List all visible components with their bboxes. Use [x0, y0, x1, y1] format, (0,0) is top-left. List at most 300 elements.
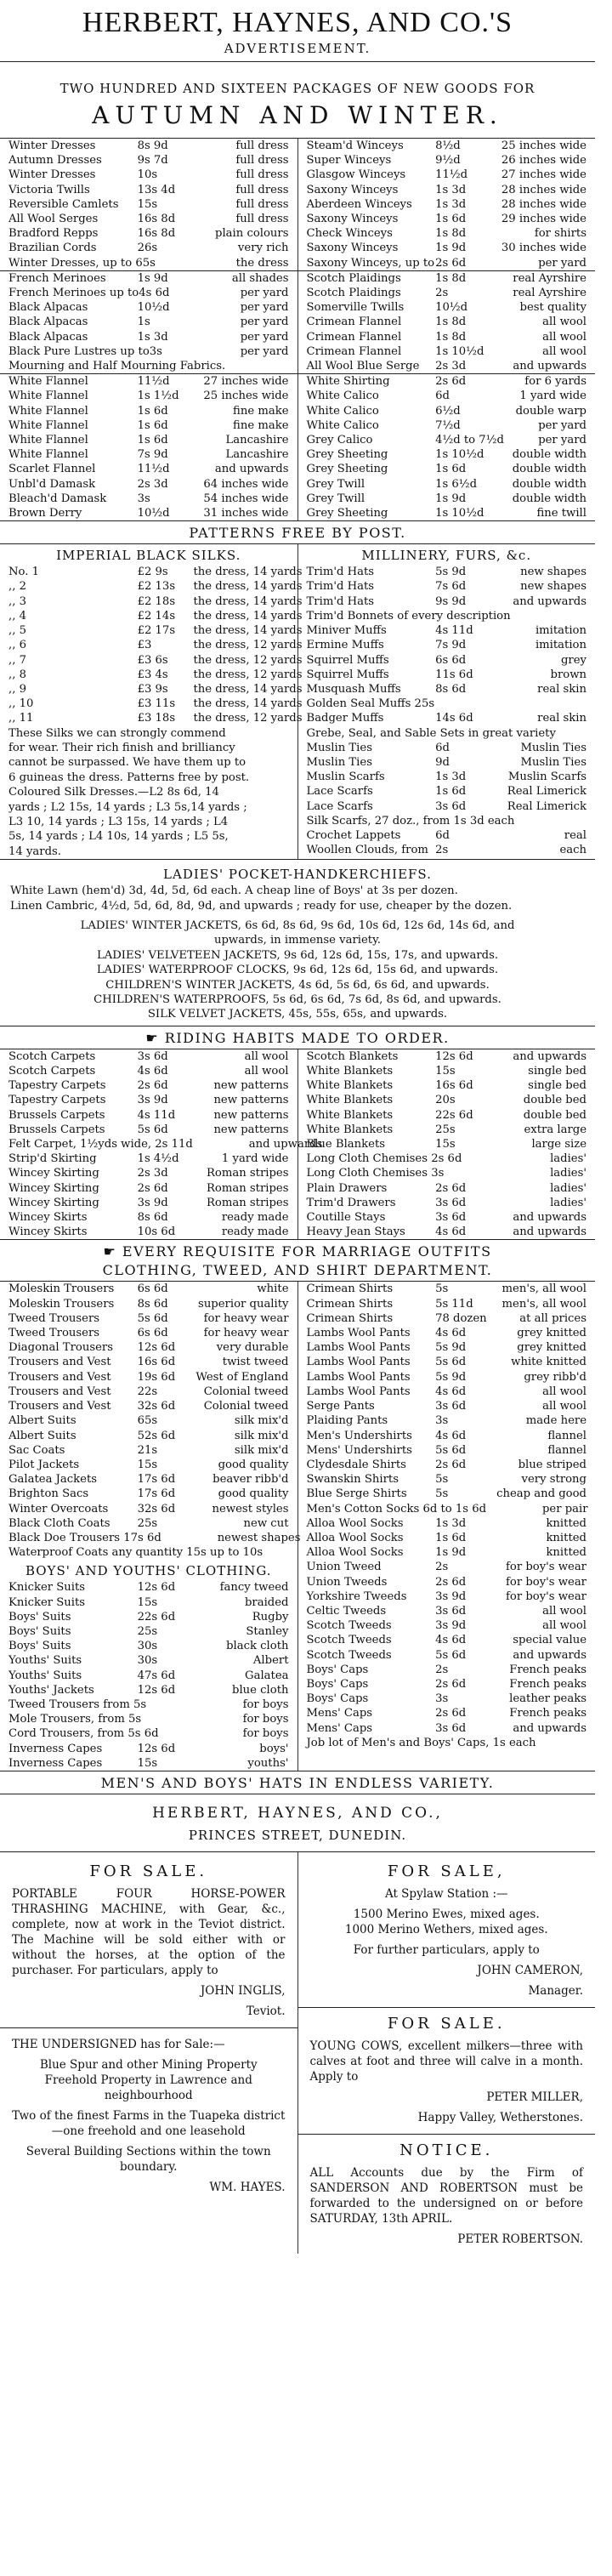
carpets-cell: Strip'd Skirting: [8, 1152, 97, 1166]
carpets-row: [8, 1181, 289, 1196]
calico-row: [307, 374, 587, 389]
silk-cell: ,, 10: [8, 697, 34, 711]
blankets-cell: large size: [531, 1138, 586, 1152]
boys-clothing-cell: 30s: [137, 1654, 158, 1668]
tweeds-caps-cell: 3s: [435, 1692, 449, 1706]
flannel-cell: Unbl'd Damask: [8, 477, 96, 491]
clothing-cell: Galatea Jackets: [8, 1473, 98, 1487]
riding-habits-heading: [0, 1026, 595, 1049]
clothing-row: [8, 1340, 289, 1355]
carpets-row: [8, 1123, 289, 1137]
calico-row: [307, 418, 587, 433]
clothing-cell: superior quality: [198, 1297, 289, 1311]
sale2-item-2: Freehold Property in Lawrence and neighbourhood: [44, 2073, 252, 2102]
shirts-cell: 3s 6d: [435, 1400, 467, 1413]
shirts-cell: 1s 3d: [435, 1516, 467, 1530]
winceys-cell: 28 inches wide: [501, 183, 586, 196]
plaidings-row: [307, 300, 587, 315]
merinoes-cell: 4s 6d: [139, 287, 170, 300]
boys-clothing-cell: 25s: [137, 1624, 158, 1638]
shirts-cell: at all prices: [519, 1311, 586, 1325]
dresses-cell: Bradford Repps: [8, 227, 99, 241]
carpets-cell: 1s 4½d: [137, 1152, 179, 1166]
dresses-cell: 8s 9d: [137, 139, 168, 152]
shirts-cell: men's, all wool: [502, 1282, 586, 1296]
calico-cell: fine twill: [536, 507, 586, 520]
tweeds-caps-row: [307, 1604, 587, 1618]
merinoes-cell: French Merinoes up to: [8, 287, 139, 300]
shirts-row: [307, 1502, 587, 1516]
plaidings-cell: 2s: [435, 287, 449, 300]
clothing-cell: Sac Coats: [8, 1443, 65, 1457]
silk-row: [8, 697, 303, 711]
millinery-cell: 3s 6d: [435, 799, 467, 813]
flannel-cell: fine make: [233, 418, 289, 432]
shirts-row: [307, 1297, 587, 1311]
clothing-cell: 8s 6d: [137, 1297, 168, 1311]
sale3-heading: FOR SALE,: [387, 1862, 506, 1880]
season-heading: AUTUMN AND WINTER.: [92, 101, 503, 129]
shirts-row: [307, 1531, 587, 1545]
clothing-column: [0, 1282, 301, 1771]
clothing-cell: silk mix'd: [234, 1429, 289, 1442]
carpets-cell: [193, 1137, 249, 1152]
clothing-row: [8, 1355, 289, 1369]
carpets-cell: Scotch Carpets: [8, 1049, 96, 1063]
shirts-cell: Crimean Shirts: [306, 1282, 394, 1296]
calico-cell: Grey Sheeting: [306, 463, 388, 476]
carpets-cell: Wincey Skirting: [8, 1181, 99, 1195]
calico-cell: Grey Twill: [306, 492, 366, 505]
sale3-role: Manager.: [528, 1983, 583, 1998]
silk-cell: £2 9s: [137, 566, 168, 579]
merinoes-cell: Black Alpacas: [8, 316, 88, 329]
shirts-cell: Lambs Wool Pants: [306, 1341, 411, 1355]
winceys-cell: Check Winceys: [306, 227, 393, 241]
carpets-cell: 2s 6d: [137, 1079, 168, 1093]
flannel-cell: White Flannel: [8, 448, 88, 462]
silk-note-line: Coloured Silk Dresses.—L2 8s 6d, 14: [8, 786, 219, 799]
clothing-cell: newest styles: [212, 1502, 289, 1515]
millinery-row: [307, 697, 587, 711]
silk-cell: ,, 6: [8, 639, 26, 652]
blankets-cell: [462, 1152, 518, 1166]
winceys-cell: 1s 8d: [435, 227, 467, 241]
dresses-row: [8, 139, 289, 153]
boys-clothing-cell: Youths' Suits: [8, 1669, 82, 1682]
blankets-cell: 3s 6d: [435, 1196, 467, 1209]
clothing-cell: twist tweed: [222, 1356, 289, 1369]
silk-cell: the dress, 14 yards: [193, 609, 303, 623]
calico-cell: 6d: [435, 390, 450, 403]
clothing-cell: 15s: [137, 1458, 158, 1471]
millinery-cell: Crochet Lappets: [306, 828, 401, 842]
carpets-cell: 2s 3d: [137, 1167, 168, 1180]
hats-heading: MEN'S AND BOYS' HATS IN ENDLESS VARIETY.: [100, 1774, 495, 1791]
calico-cell: White Calico: [306, 418, 379, 432]
plaidings-cell: Somerville Twills: [306, 301, 405, 315]
calico-column: [298, 374, 596, 520]
flannel-cell: 1s 1½d: [137, 390, 179, 403]
sale3-line-4: For further particulars, apply to: [353, 1942, 540, 1957]
sale2-intro: THE UNDERSIGNED has for Sale:—: [12, 2037, 225, 2051]
clothing-cell: Diagonal Trousers: [8, 1341, 113, 1355]
millinery-cell: brown: [550, 668, 586, 681]
calico-cell: White Calico: [306, 404, 379, 418]
clothing-cell: Albert Suits: [8, 1414, 76, 1428]
sale1-signature: JOHN INGLIS,: [200, 1983, 286, 1998]
blankets-row: [307, 1181, 587, 1196]
clothing-cell: 16s 6d: [137, 1356, 176, 1369]
merinoes-row: [8, 330, 289, 344]
shirts-cell: Crimean Shirts: [306, 1297, 394, 1311]
millinery-cell: real skin: [537, 682, 586, 696]
winceys-column: [298, 139, 596, 270]
plaidings-cell: All Wool Blue Serge: [306, 360, 420, 373]
carpets-cell: new patterns: [213, 1079, 289, 1093]
merinoes-cell: per yard: [240, 316, 289, 329]
shirts-cell: 5s 9d: [435, 1341, 467, 1355]
patterns-heading: PATTERNS FREE BY POST.: [189, 525, 406, 542]
carpets-row: [8, 1210, 289, 1225]
silk-cell: the dress, 14 yards: [193, 624, 303, 638]
blankets-cell: 3s 6d: [435, 1211, 467, 1225]
millinery-cell: Lace Scarfs: [306, 785, 373, 799]
millinery-cell: 9s 9d: [435, 594, 467, 608]
sale2-signature: WM. HAYES.: [209, 2180, 286, 2194]
tweeds-caps-cell: 2s 6d: [435, 1707, 467, 1720]
winceys-row: [307, 168, 587, 182]
boys-clothing-row: [8, 1669, 289, 1683]
flannel-cell: 2s 3d: [137, 477, 168, 491]
tweeds-caps-cell: and upwards: [513, 1648, 586, 1662]
millinery-row: [307, 653, 587, 668]
boys-clothing-row: [8, 1742, 289, 1756]
merinoes-cell: [281, 359, 288, 373]
blankets-cell: 25s: [435, 1123, 456, 1136]
flannel-row: [8, 404, 289, 418]
shirts-cell: Clydesdale Shirts: [306, 1458, 406, 1471]
blankets-cell: White Blankets: [306, 1079, 394, 1093]
clothing-cell: 21s: [137, 1443, 158, 1457]
blankets-cell: Plain Drawers: [306, 1181, 388, 1195]
blankets-cell: single bed: [528, 1065, 586, 1078]
shirts-cell: Swanskin Shirts: [306, 1473, 399, 1487]
tweeds-caps-cell: 3s 9d: [435, 1589, 467, 1603]
silk-note-line: 14 yards.: [8, 844, 61, 858]
winceys-cell: 1s 6d: [435, 213, 467, 226]
dresses-cell: All Wool Serges: [8, 213, 99, 226]
calico-cell: per yard: [538, 434, 586, 447]
clothing-row: [8, 1516, 289, 1531]
tweeds-caps-row: [307, 1589, 587, 1604]
shirts-cell: Serge Pants: [306, 1400, 375, 1413]
blankets-cell: Blue Blankets: [306, 1138, 386, 1152]
tweeds-caps-cell: 2s 6d: [435, 1677, 467, 1691]
plaidings-cell: real Ayrshire: [513, 287, 586, 300]
clothing-cell: 22s: [137, 1385, 158, 1398]
carpets-cell: Scotch Carpets: [8, 1065, 96, 1078]
boys-clothing-cell: Cord Trousers, from 5s 6d: [8, 1727, 159, 1741]
carpets-row: [8, 1166, 289, 1180]
boys-clothing-cell: 15s: [137, 1595, 158, 1609]
shirts-cell: cheap and good: [496, 1487, 586, 1501]
shirts-cell: Lambs Wool Pants: [306, 1327, 411, 1340]
blankets-cell: 15s: [435, 1065, 456, 1078]
clothing-row: [8, 1487, 289, 1501]
millinery-cell: Squirrel Muffs: [306, 668, 389, 681]
merinoes-row: [8, 300, 289, 315]
silk-note-line: These Silks we can strongly commend: [8, 726, 226, 740]
boys-clothing-cell: 15s: [137, 1756, 158, 1770]
blankets-row: [307, 1196, 587, 1210]
clothing-cell: 32s 6d: [137, 1502, 176, 1515]
clothing-cell: West of England: [196, 1370, 289, 1384]
merinoes-row: [8, 286, 289, 300]
dresses-cell: full dress: [235, 213, 289, 226]
calico-cell: 6½d: [435, 404, 461, 418]
millinery-row: [307, 579, 587, 594]
dresses-cell: plain colours: [215, 227, 289, 241]
clothing-cell: Winter Overcoats: [8, 1502, 109, 1515]
sale4-heading: FOR SALE.: [387, 2014, 506, 2033]
winceys-cell: 8½d: [435, 139, 461, 152]
flannel-cell: 11½d: [137, 463, 170, 476]
shirts-cell: Lambs Wool Pants: [306, 1385, 411, 1398]
blankets-cell: White Blankets: [306, 1108, 394, 1122]
millinery-cell: Silk Scarfs, 27 doz., from 1s 3d each: [306, 814, 515, 827]
dresses-cell: Brazilian Cords: [8, 242, 97, 255]
winceys-row: [307, 139, 587, 153]
sale4-text: YOUNG COWS, excellent milkers—three with calves at foot and three will calve in a month. Apply to: [309, 2039, 583, 2084]
boys-clothing-cell: Mole Trousers, from 5s: [8, 1713, 142, 1726]
boys-clothing-cell: youths': [247, 1756, 289, 1770]
clothing-cell: 32s 6d: [137, 1400, 176, 1413]
flannel-cell: White Flannel: [8, 390, 88, 403]
dresses-cell: 9s 7d: [137, 154, 168, 168]
silk-note-line: 6 guineas the dress. Patterns free by post.: [8, 771, 250, 784]
shirts-cell: Crimean Shirts: [306, 1311, 394, 1325]
carpets-row: [8, 1225, 289, 1239]
dresses-cell: full dress: [235, 139, 289, 152]
millinery-row: [307, 828, 587, 843]
merinoes-cell: Black Alpacas: [8, 330, 88, 344]
merinoes-row: [8, 271, 289, 286]
silk-cell: £3: [137, 639, 152, 652]
millinery-cell: imitation: [535, 624, 586, 638]
clothing-cell: Trousers and Vest: [8, 1356, 111, 1369]
blankets-row: [307, 1049, 587, 1064]
merinoes-cell: per yard: [240, 344, 289, 358]
tweeds-caps-cell: for boy's wear: [506, 1575, 586, 1589]
blankets-row: [307, 1078, 587, 1093]
tweeds-caps-row: [307, 1648, 587, 1663]
boys-clothing-cell: 22s 6d: [137, 1610, 176, 1624]
silks-column: [0, 544, 303, 859]
silk-row: [8, 711, 303, 725]
millinery-row: [307, 784, 587, 799]
dresses-cell: 13s 4d: [137, 183, 176, 196]
sale2-item-4: Several Building Sections within the town boundary.: [26, 2144, 271, 2174]
plaidings-cell: Crimean Flannel: [306, 316, 402, 329]
notice-text: ALL Accounts due by the Firm of SANDERSON AND ROBERTSON must be forwarded to the undersigned on or before SATURDAY, 13th APRIL.: [309, 2165, 583, 2226]
millinery-cell: 7s 9d: [435, 639, 467, 652]
boys-clothing-cell: Inverness Capes: [8, 1756, 103, 1770]
plaidings-row: [307, 344, 587, 359]
blankets-cell: 2s 6d: [435, 1181, 467, 1195]
calico-cell: 7½d: [435, 418, 461, 432]
clothing-row: [8, 1472, 289, 1487]
merinoes-cell: Black Pure Lustres up to: [8, 344, 150, 358]
millinery-cell: new shapes: [520, 580, 586, 594]
carpets-row: [8, 1049, 289, 1064]
dresses-column: [0, 139, 298, 270]
dresses-row: [8, 168, 289, 182]
shirts-cell: 3s: [435, 1414, 449, 1428]
calico-row: [307, 447, 587, 462]
millinery-cell: real: [564, 828, 586, 842]
millinery-cell: [514, 814, 570, 828]
carpets-cell: 3s 9d: [137, 1196, 168, 1209]
shirts-cell: 4s 6d: [435, 1429, 467, 1442]
shirts-cell: 1s 9d: [435, 1546, 467, 1560]
flannel-row: [8, 418, 289, 433]
plaidings-row: [307, 359, 587, 373]
shirts-cell: 5s: [435, 1282, 449, 1296]
silk-cell: £3 6s: [137, 653, 168, 667]
millinery-cell: imitation: [535, 639, 586, 652]
flannel-cell: Lancashire: [225, 448, 289, 462]
blankets-cell: 20s: [435, 1094, 456, 1107]
calico-cell: double warp: [515, 404, 586, 418]
shirts-cell: Plaiding Pants: [306, 1414, 388, 1428]
winceys-cell: Super Winceys: [306, 154, 392, 168]
block-carpets-blankets: [0, 1049, 595, 1240]
tweeds-caps-cell: Mens' Caps: [306, 1721, 373, 1735]
millinery-cell: 6s 6d: [435, 653, 467, 667]
merinoes-cell: 1s 3d: [137, 330, 168, 344]
plaidings-row: [307, 286, 587, 300]
sale3-signature: JOHN CAMERON,: [477, 1963, 583, 1977]
clothing-row: [8, 1399, 289, 1413]
silk-cell: ,, 3: [8, 594, 26, 608]
clothing-cell: Brighton Sacs: [8, 1487, 89, 1501]
shirts-cell: 4s 6d: [435, 1385, 467, 1398]
flannel-column: [0, 374, 298, 520]
silk-cell: the dress, 12 yards: [193, 668, 303, 681]
boys-clothing-cell: 12s 6d: [137, 1683, 176, 1697]
boys-clothing-cell: Youths' Suits: [8, 1654, 82, 1668]
flannel-cell: 10½d: [137, 507, 170, 520]
carpets-row: [8, 1078, 289, 1093]
carpets-cell: 10s 6d: [137, 1225, 176, 1239]
millinery-cell: Muslin Ties: [520, 741, 586, 754]
silk-cell: the dress, 14 yards: [193, 682, 303, 696]
winceys-row: [307, 226, 587, 241]
carpets-cell: Wincey Skirts: [8, 1211, 88, 1225]
calico-cell: 1s 9d: [435, 492, 467, 505]
dresses-row: [8, 212, 289, 226]
shirts-cell: [486, 1502, 542, 1516]
silk-note-line: yards ; L2 15s, 14 yards ; L3 5s,14 yards ;: [8, 800, 247, 814]
silk-row: [8, 668, 303, 682]
plaidings-cell: 1s 8d: [435, 316, 467, 329]
silk-row: [8, 623, 303, 638]
shirts-cell: flannel: [547, 1443, 586, 1457]
flannel-cell: 11½d: [137, 375, 170, 389]
calico-row: [307, 506, 587, 520]
winceys-cell: 1s 9d: [435, 242, 467, 255]
shirts-row: [307, 1326, 587, 1340]
shirts-row: [307, 1311, 587, 1326]
millinery-cell: [556, 726, 612, 741]
boys-clothing-cell: Boys' Suits: [8, 1610, 71, 1624]
blankets-cell: and upwards: [513, 1049, 586, 1063]
carpets-column: [0, 1049, 323, 1240]
shirts-cell: 4s 6d: [435, 1327, 467, 1340]
boys-clothing-row: [8, 1683, 289, 1697]
millinery-cell: each: [559, 844, 586, 857]
tweeds-caps-row: [307, 1706, 587, 1720]
shirts-cell: 5s 6d: [435, 1443, 467, 1457]
flannel-row: [8, 506, 289, 520]
shirts-cell: white knitted: [511, 1356, 586, 1369]
silk-cell: the dress, 12 yards: [193, 639, 303, 652]
clothing-cell: 19s 6d: [137, 1370, 176, 1384]
boys-clothing-cell: [146, 1697, 202, 1712]
boys-clothing-cell: [141, 1712, 197, 1726]
boys-clothing-cell: black cloth: [226, 1640, 289, 1653]
boys-clothing-cell: Knicker Suits: [8, 1581, 86, 1595]
winceys-cell: 28 inches wide: [501, 197, 586, 211]
shirts-cell: 5s 11d: [435, 1297, 473, 1311]
silk-cell: £3 11s: [137, 697, 176, 711]
carpets-cell: Tapestry Carpets: [8, 1094, 106, 1107]
tweeds-caps-cell: Scotch Tweeds: [306, 1648, 392, 1662]
tweeds-caps-cell: French peaks: [509, 1663, 586, 1676]
calico-cell: Grey Sheeting: [306, 507, 388, 520]
winceys-cell: 9½d: [435, 154, 461, 168]
jackets-line: SILK VELVET JACKETS, 45s, 55s, 65s, and upwards.: [147, 1008, 448, 1021]
carpets-row: [8, 1137, 323, 1152]
dresses-row: [8, 241, 289, 255]
dresses-cell: Winter Dresses: [8, 168, 96, 182]
clothing-cell: Pilot Jackets: [8, 1458, 80, 1471]
shirts-cell: Blue Serge Shirts: [306, 1487, 407, 1501]
clothing-cell: Tweed Trousers: [8, 1311, 100, 1325]
winceys-row: [307, 241, 587, 255]
millinery-cell: Miniver Muffs: [306, 624, 387, 638]
merinoes-column: [0, 271, 298, 373]
flannel-cell: White Flannel: [8, 375, 88, 389]
shirts-row: [307, 1399, 587, 1413]
tweeds-caps-cell: Celtic Tweeds: [306, 1604, 387, 1618]
tweeds-caps-row: [307, 1736, 587, 1750]
winceys-cell: Saxony Winceys: [306, 183, 399, 196]
flannel-cell: 31 inches wide: [203, 507, 289, 520]
clothing-cell: Tweed Trousers: [8, 1327, 100, 1340]
plaidings-cell: Crimean Flannel: [306, 344, 402, 358]
silk-cell: the dress, 14 yards: [193, 697, 303, 711]
millinery-cell: 6d: [435, 741, 450, 754]
carpets-row: [8, 1093, 289, 1107]
advertisement-subtitle: ADVERTISEMENT.: [224, 41, 371, 56]
millinery-row: [307, 565, 587, 579]
carpets-cell: Wincey Skirts: [8, 1225, 88, 1239]
boys-clothing-row: [8, 1653, 289, 1668]
plaidings-cell: 10½d: [435, 301, 468, 315]
tweeds-caps-cell: Union Tweeds: [306, 1575, 388, 1589]
